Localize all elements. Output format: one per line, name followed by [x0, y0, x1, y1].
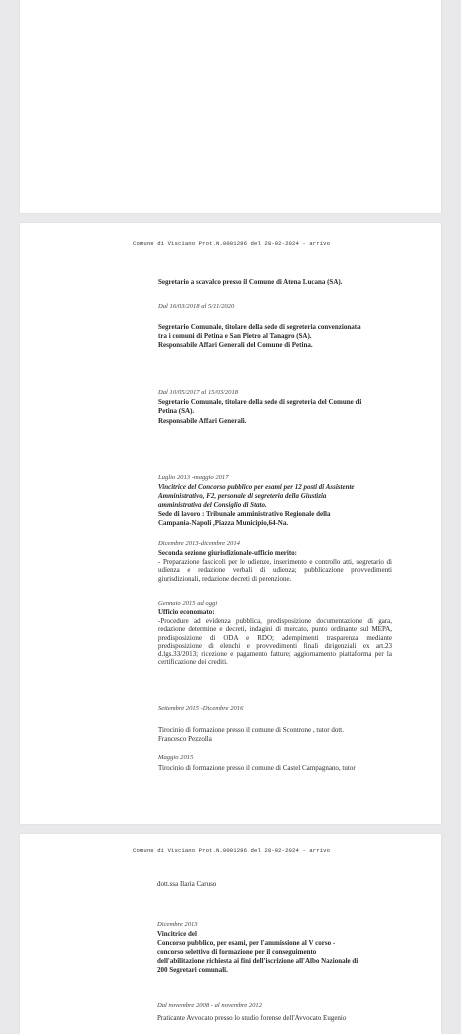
entry-p3-line-1: Vincitrice del: [157, 930, 197, 938]
entry-2008-line-1: Praticante Avvocato presso lo studio forense dell'Avvocato Eugenio: [157, 1014, 347, 1022]
document-page-2: [20, 223, 441, 824]
entry-2013-line-2: Amministrativo, F2, personale di segreteria della Giustizia: [158, 492, 327, 500]
entry-dic2013-body: - Preparazione fascicoli per le udienze, inserimento e controllo atti, segretario di udienza e redazione verbali di udienza; pubblicazione provvedimenti giurisdizionali, redazione decreti di perenzione.: [158, 558, 392, 583]
author-name: dott.ssa Ilaria Caruso: [157, 880, 217, 888]
protocol-stamp-page-3: Comune di Visciano Prot.N.0001296 del 28-02-2024 - arrivo: [133, 847, 331, 854]
entry-2015-title: Ufficio economato:: [158, 608, 215, 616]
entry-p3-line-5: 200 Segretari comunali.: [157, 966, 228, 974]
entry-2013-line-5: Campania-Napoli ,Piazza Municipio,64-Na.: [158, 519, 289, 527]
entry-p3-line-4: dell'abilitazione richiesta ai fini dell'iscrizione all'Albo Nazionale di: [157, 957, 359, 965]
entry-2013-line-3: amministrativa del Consiglio di Stato.: [158, 501, 267, 509]
date-dic2013: Dicembre 2013-dicembre 2014: [158, 540, 240, 547]
entry-p3-line-2: Concorso pubblico, per esami, per l'ammissione al V corso -: [157, 939, 336, 947]
entry-2017-line-1: Segretario Comunale, titolare della sede di segreteria del Comune di: [158, 398, 362, 406]
entry-dic2013-title: Seconda sezione giurisdizionale-ufficio merito:: [158, 549, 298, 557]
date-sett2015: Settembre 2015 -Dicembre 2016: [158, 705, 244, 712]
entry-2013-line-4: Sede di lavoro : Tribunale amministrativo Regionale della: [158, 510, 331, 518]
entry-2013-line-1: Vincitrice del Concorso pubblico per esami per 12 posti di Assistente: [158, 483, 355, 491]
document-page-1: [20, 0, 441, 213]
entry-2017-line-2: Petina (SA).: [158, 407, 195, 415]
date-2017: Dal 10/05/2017 al 15/03/2018: [158, 389, 239, 396]
date-2015: Gennaio 2015 ad oggi: [158, 600, 218, 607]
entry-2018-line-1: Segretario Comunale, titolare della sede di segreteria convenzionata: [158, 323, 361, 331]
entry-2018-line-2: tra i comuni di Petina e San Pietro al Tanagro (SA).: [158, 332, 312, 340]
document-page-3: [20, 834, 441, 1034]
protocol-stamp: Comune di Visciano Prot.N.0001296 del 28-02-2024 - arrivo: [133, 240, 331, 247]
date-2013: Luglio 2013 -maggio 2017: [158, 474, 229, 481]
entry-2017-line-3: Responsabile Affari Generali.: [158, 417, 247, 425]
entry-p3-line-3: concorso selettivo di formazione per il conseguimento: [157, 948, 317, 956]
entry-2015-body: -Procedure ad evidenza pubblica, predisposizione documentazione di gara, redazione determine e decreti, indagini di mercato, punto ordinante sul MEPA, predisposizione di ODA e RDO; adempimenti trasparenza mediante predisposizione di elenchi e provvedimenti finali dirigenziali ex art.23 d.lgs.33/2013; ricezione e pagamento fatture; aggiornamento piattaforma per la certificazione dei crediti.: [158, 617, 392, 667]
line-scavalco: Segretario a scavalco presso il Comune di Atena Lucana (SA).: [158, 278, 343, 286]
entry-2018-line-3: Responsabile Affari Generali del Comune di Petina.: [158, 341, 313, 349]
date-2018: Dal 16/03/2018 al 5/11/2020: [158, 303, 235, 310]
entry-mag2015-line-1: Tirocinio di formazione presso il comune di Castel Campagnano, tutor: [158, 764, 356, 772]
entry-sett2015-line-2: Francesco Pezzolla: [158, 735, 212, 743]
date-mag2015: Maggio 2015: [158, 754, 194, 761]
entry-sett2015-line-1: Tirocinio di formazione presso il comune di Scontrone , tutor dott.: [158, 726, 344, 734]
date-2008: Dal novembre 2008 - al novembre 2012: [157, 1002, 262, 1009]
date-dic2013-p3: Dicembre 2013: [157, 921, 198, 928]
